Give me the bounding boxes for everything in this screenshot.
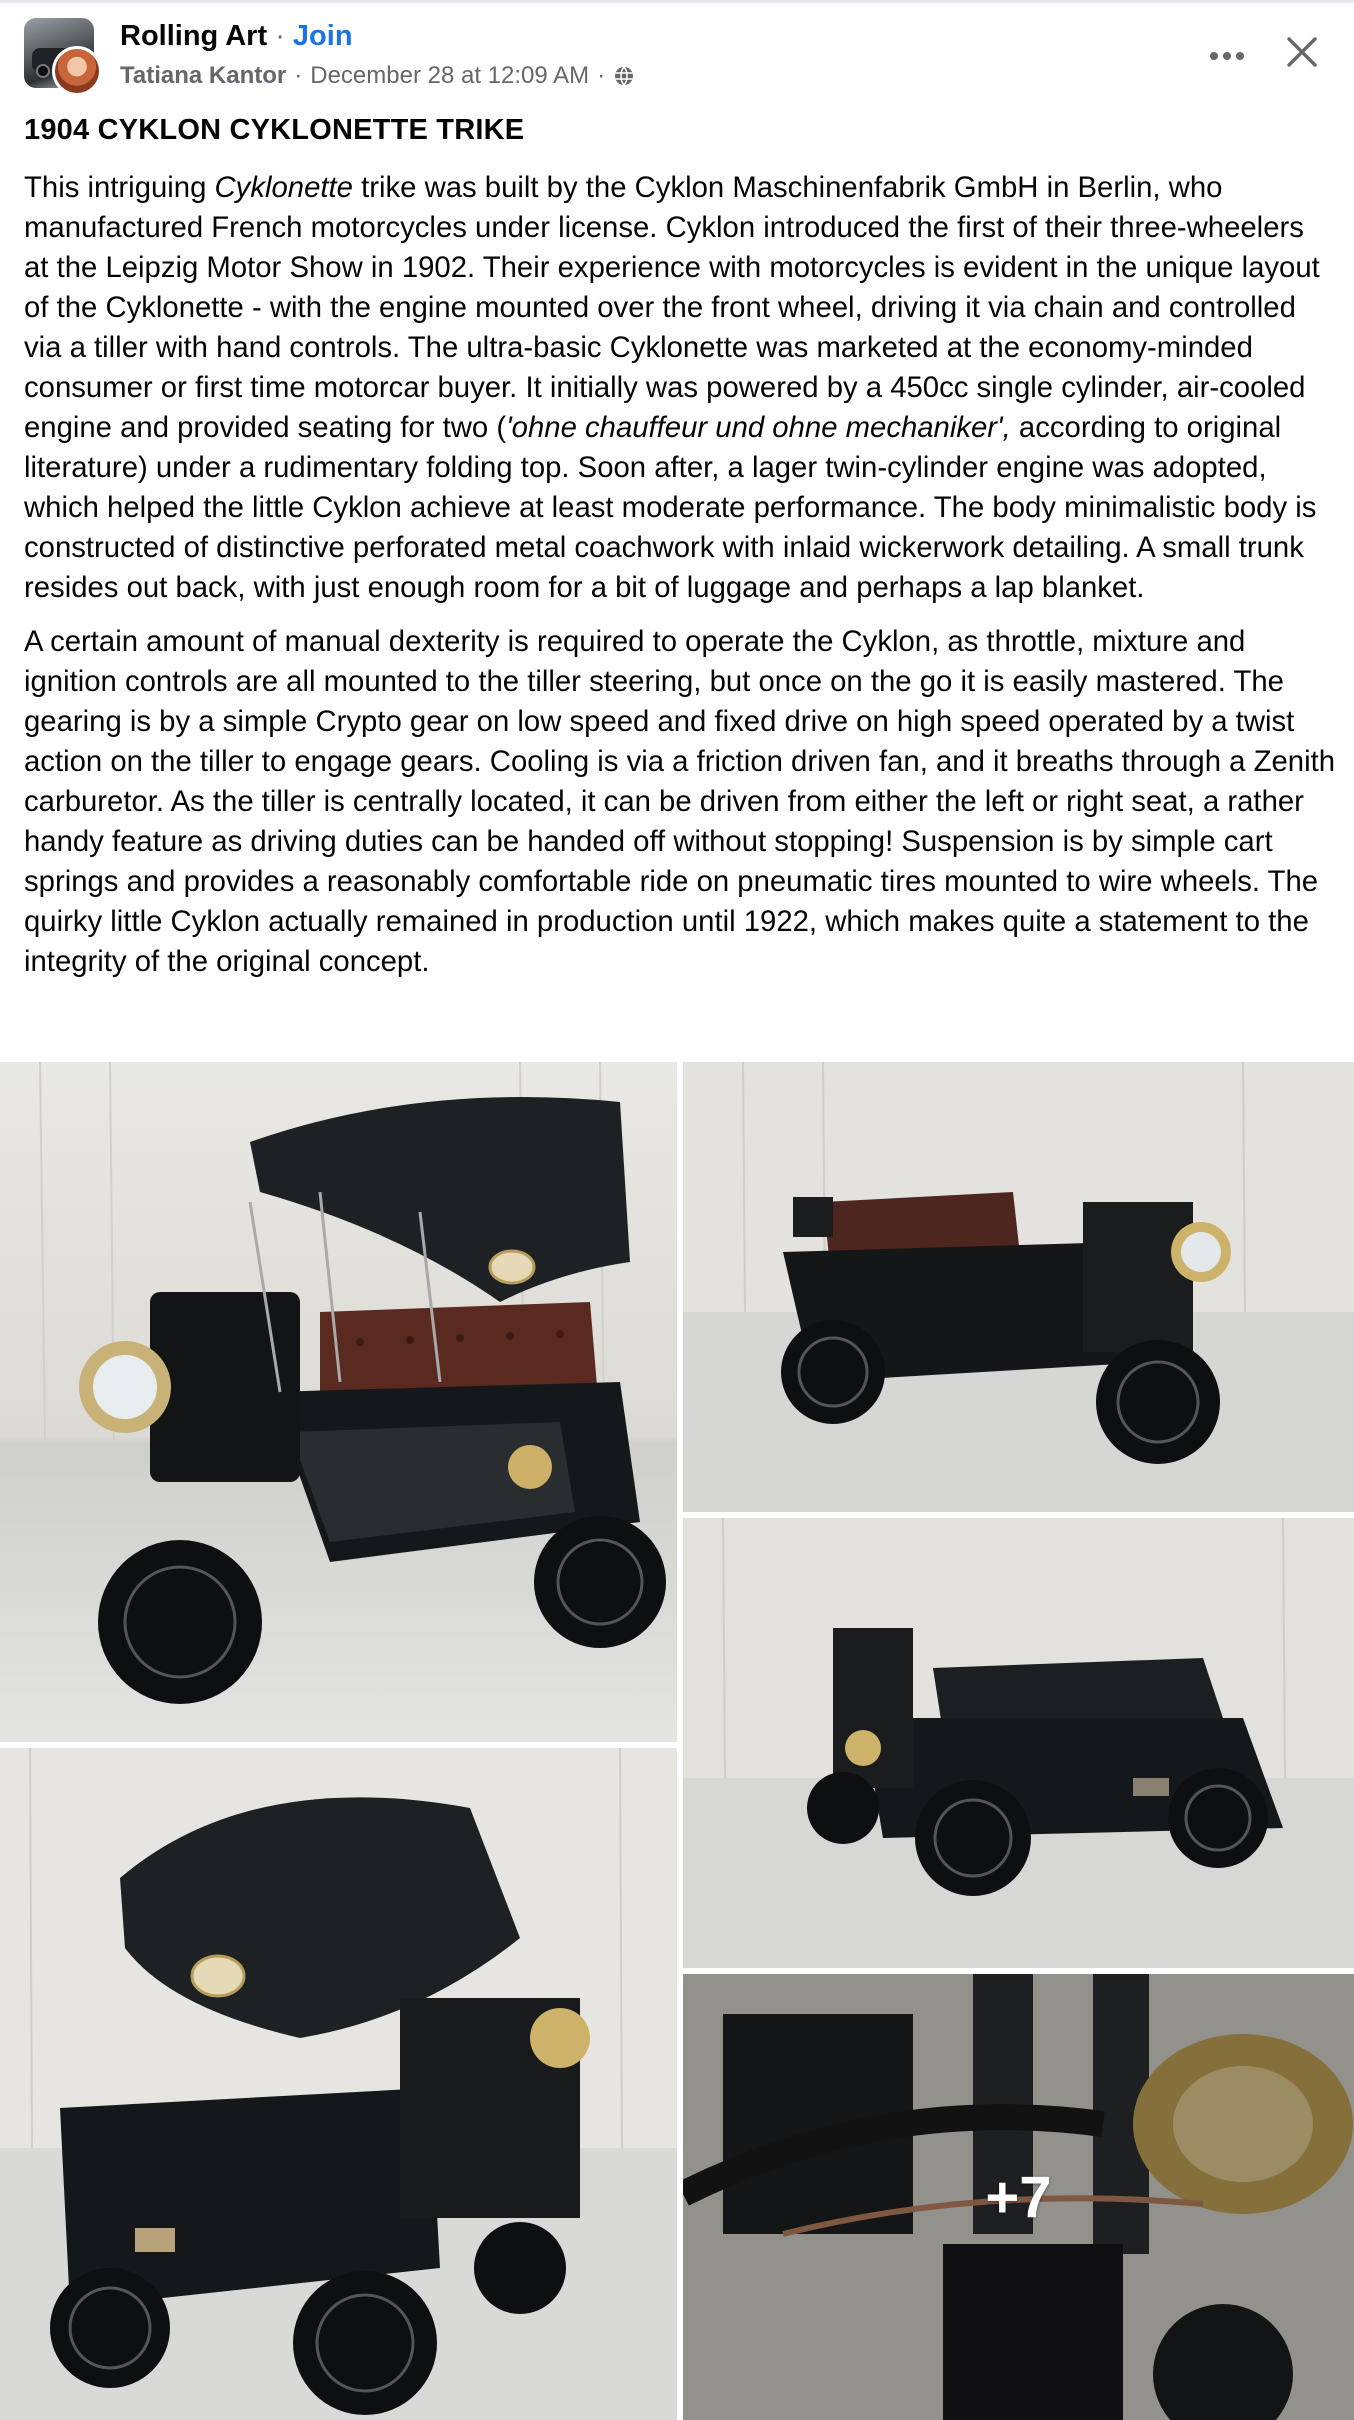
post-body — [24, 168, 1336, 996]
post-title: 1904 CYKLON CYKLONETTE TRIKE — [24, 114, 525, 146]
close-button[interactable] — [1274, 26, 1330, 82]
user-avatar[interactable] — [52, 46, 102, 96]
post-meta — [120, 62, 635, 90]
join-link[interactable]: Join — [292, 20, 353, 52]
photo-grid — [0, 1062, 1354, 2420]
text-run: according to original literature) under a rudimentary folding top. Soon after, a lager twin-cylinder engine was adopted, which helped the little Cyklon achieve at least moderate performance. The body minimalistic body is constructed of distinctive perforated metal coachwork with inlaid wickerwork detailing. A small trunk resides out back, with just enough room for a bit of luggage and perhaps a lap blanket. — [24, 411, 1317, 604]
italic-run: Cyklonette — [214, 171, 353, 204]
globe-icon[interactable] — [613, 65, 635, 87]
post-header — [0, 0, 1354, 110]
wheel-shape — [36, 64, 50, 78]
more-photos-overlay[interactable] — [683, 1974, 1354, 2420]
italic-run: 'ohne chauffeur und ohne mechaniker', — [506, 411, 1011, 444]
more-photos-count: +7 — [985, 2164, 1052, 2230]
close-icon — [1286, 36, 1318, 73]
more-options-button[interactable] — [1200, 30, 1254, 84]
post-paragraph: A certain amount of manual dexterity is required to operate the Cyklon, as throttle, mixture and ignition controls are all mounted to the tiller steering, but once on the go it is easily mastered. The gearing is by a simple Crypto gear on low speed and fixed drive on high speed operated by a twist action on the tiller to engage gears. Cooling is via a friction driven fan, and it breaths through a Zenith carburetor. As the tiller is centrally located, it can be driven from either the left or right seat, a rather handy feature as driving duties can be handed off without stopping! Suspension is by simple cart springs and provides a reasonably comfortable ride on pneumatic tires mounted to wire wheels. The quirky little Cyklon actually remained in production until 1922, which makes quite a statement to the integrity of the original concept. — [24, 625, 1336, 978]
photo-4[interactable] — [0, 1748, 677, 2420]
author-link[interactable]: Tatiana Kantor — [120, 62, 287, 89]
separator: · — [275, 20, 285, 52]
group-name-link[interactable]: Rolling Art — [120, 20, 268, 52]
separator: · — [597, 62, 606, 89]
text-run: This intriguing — [24, 171, 215, 204]
photo-3[interactable] — [683, 1518, 1354, 1968]
post-date-link[interactable]: December 28 at 12:09 AM — [310, 62, 590, 89]
photo-5-more[interactable] — [683, 1974, 1354, 2420]
group-title-line — [120, 20, 353, 53]
photo-1[interactable] — [0, 1062, 677, 1742]
separator: · — [294, 62, 303, 89]
post-paragraph — [24, 168, 1336, 608]
avatar-stack[interactable] — [24, 18, 104, 98]
more-options-icon — [1209, 48, 1245, 66]
text-run: trike was built by the Cyklon Maschinenfabrik GmbH in Berlin, who manufactured French motorcycles under license. Cyklon introduced the first of their three-wheelers at the Leipzig Motor Show in 1902. Their experience with motorcycles is evident in the unique layout of the Cyklonette - with the engine mounted over the front wheel, driving it via chain and controlled via a tiller with hand controls. The ultra-basic Cyklonette was marketed at the economy-minded consumer or first time motorcar buyer. It initially was powered by a 450cc single cylinder, air-cooled engine and provided seating for two ( — [24, 171, 1320, 444]
photo-2[interactable] — [683, 1062, 1354, 1512]
